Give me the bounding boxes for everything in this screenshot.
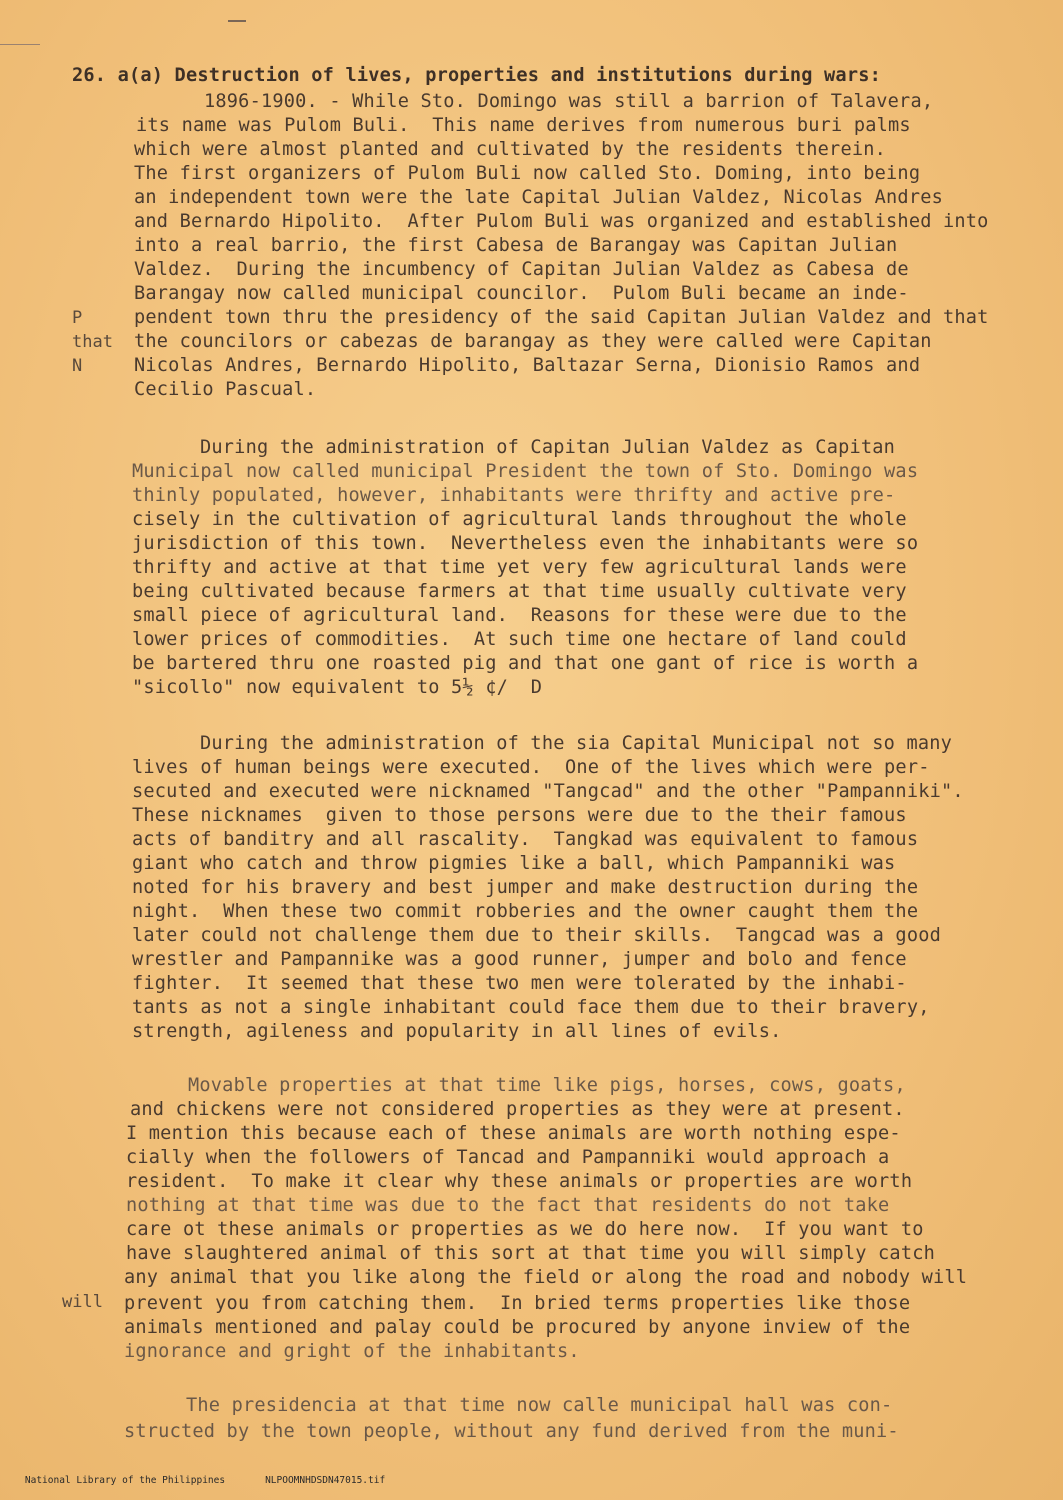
paragraph-line: which were almost planted and cultivated by the residents therein.	[134, 139, 887, 160]
paragraph-line: animals mentioned and palay could be procured by anyone inview of the	[124, 1317, 911, 1338]
paragraph-line: jurisdiction of this town. Nevertheless even the inhabitants were so	[132, 533, 919, 554]
paragraph-line: pendent town thru the presidency of the said Capitan Julian Valdez and that	[134, 307, 989, 328]
paragraph-line: acts of banditry and all rascality. Tangkad was equivalent to famous	[132, 829, 919, 850]
margin-note: N	[72, 356, 83, 376]
paragraph-line: thrifty and active at that time yet very few agricultural lands were	[132, 557, 907, 578]
paragraph-line: its name was Pulom Buli. This name derives from numerous buri palms	[136, 115, 911, 136]
paragraph-line: being cultivated because farmers at that time usually cultivate very	[132, 581, 907, 602]
paragraph-line: Nicolas Andres, Bernardo Hipolito, Baltazar Serna, Dionisio Ramos and	[134, 355, 921, 376]
paragraph-line: fighter. It seemed that these two men were tolerated by the inhabi-	[132, 973, 907, 994]
scan-footer	[2, 1464, 425, 1497]
paragraph-line: later could not challenge them due to their skills. Tangcad was a good	[132, 925, 942, 946]
margin-note: P	[72, 308, 83, 328]
paragraph-line: lower prices of commodities. At such time one hectare of land could	[132, 629, 907, 650]
paragraph-line: be bartered thru one roasted pig and that one gant of rice is worth a	[132, 653, 919, 674]
paragraph-line: care ot these animals or properties as we do here now. If you want to	[126, 1219, 924, 1240]
paragraph-line: The first organizers of Pulom Buli now called Sto. Doming, into being	[134, 163, 921, 184]
paragraph-line: the councilors or cabezas de barangay as they were called were Capitan	[134, 331, 932, 352]
paragraph-line: Barangay now called municipal councilor. Pulom Buli became an inde-	[134, 283, 909, 304]
margin-note: will	[62, 1292, 103, 1312]
paragraph-line: resident. To make it clear why these animals or properties are worth	[126, 1171, 913, 1192]
paragraph-line: an independent town were the late Capital Julian Valdez, Nicolas Andres	[134, 187, 944, 208]
paragraph-line: and Bernardo Hipolito. After Pulom Buli was organized and established into	[134, 211, 989, 232]
section-heading: 26. a(a) Destruction of lives, properties and institutions during wars:	[72, 65, 882, 86]
top-dash-mark	[228, 20, 246, 22]
paragraph-line: 1896-1900. - While Sto. Domingo was still a barrion of Talavera,	[204, 91, 934, 112]
paragraph-line: thinly populated, however, inhabitants were thrifty and active pre-	[132, 485, 896, 506]
paragraph-line: Cecilio Pascual.	[134, 379, 317, 400]
paragraph-line: The presidencia at that time now calle municipal hall was con-	[186, 1395, 893, 1416]
corner-mark	[0, 44, 40, 45]
paragraph-line: night. When these two commit robberies and the owner caught them the	[132, 901, 919, 922]
paragraph-line: cisely in the cultivation of agricultural lands throughout the whole	[132, 509, 907, 530]
paragraph-line: strength, agileness and popularity in all lines of evils.	[132, 1021, 782, 1042]
paragraph-line: Movable properties at that time like pigs, horses, cows, goats,	[188, 1075, 906, 1096]
paragraph-line: have slaughtered animal of this sort at that time you will simply catch	[126, 1243, 936, 1264]
paragraph-line: cially when the followers of Tancad and Pampanniki would approach a	[126, 1147, 890, 1168]
paragraph-line: Valdez. During the incumbency of Capitan Julian Valdez as Cabesa de	[134, 259, 909, 280]
footer-file-id: NLPOOMNHDSDN47015.tif	[265, 1475, 386, 1486]
paragraph-line: tants as not a single inhabitant could face them due to their bravery,	[132, 997, 930, 1018]
footer-library: National Library of the Philippines	[24, 1475, 226, 1486]
paragraph-line: I mention this because each of these animals are worth nothing espe-	[126, 1123, 901, 1144]
paragraph-line: secuted and executed were nicknamed "Tangcad" and the other "Pampanniki".	[132, 781, 964, 802]
paragraph-line: structed by the town people, without any fund derived from the muni-	[124, 1421, 899, 1442]
paragraph-line: noted for his bravery and best jumper and make destruction during the	[132, 877, 919, 898]
paragraph-line: These nicknames given to those persons were due to the their famous	[132, 805, 907, 826]
paragraph-line: giant who catch and throw pigmies like a ball, which Pampanniki was	[132, 853, 896, 874]
paragraph-line: small piece of agricultural land. Reasons for these were due to the	[132, 605, 907, 626]
paragraph-line: any animal that you like along the field or along the road and nobody will	[124, 1267, 968, 1288]
margin-note: that	[72, 332, 113, 352]
paragraph-line: nothing at that time was due to the fact that residents do not take	[126, 1195, 890, 1216]
paragraph-line: During the administration of Capitan Julian Valdez as Capitan	[200, 437, 896, 458]
paragraph-line: wrestler and Pampannike was a good runner, jumper and bolo and fence	[132, 949, 907, 970]
paragraph-line: "sicollo" now equivalent to 5½ ¢/ D	[132, 677, 543, 698]
paragraph-line: Municipal now called municipal President the town of Sto. Domingo was	[132, 461, 919, 482]
paragraph-line: and chickens were not considered properties as they were at present.	[130, 1099, 905, 1120]
paragraph-line: ignorance and gright of the inhabitants.	[124, 1341, 580, 1362]
paragraph-line: lives of human beings were executed. One of the lives which were per-	[132, 757, 930, 778]
paragraph-line: During the administration of the sia Capital Municipal not so many	[200, 733, 953, 754]
paragraph-line: into a real barrio, the first Cabesa de Barangay was Capitan Julian	[134, 235, 898, 256]
paragraph-line: prevent you from catching them. In bried terms properties like those	[124, 1293, 911, 1314]
